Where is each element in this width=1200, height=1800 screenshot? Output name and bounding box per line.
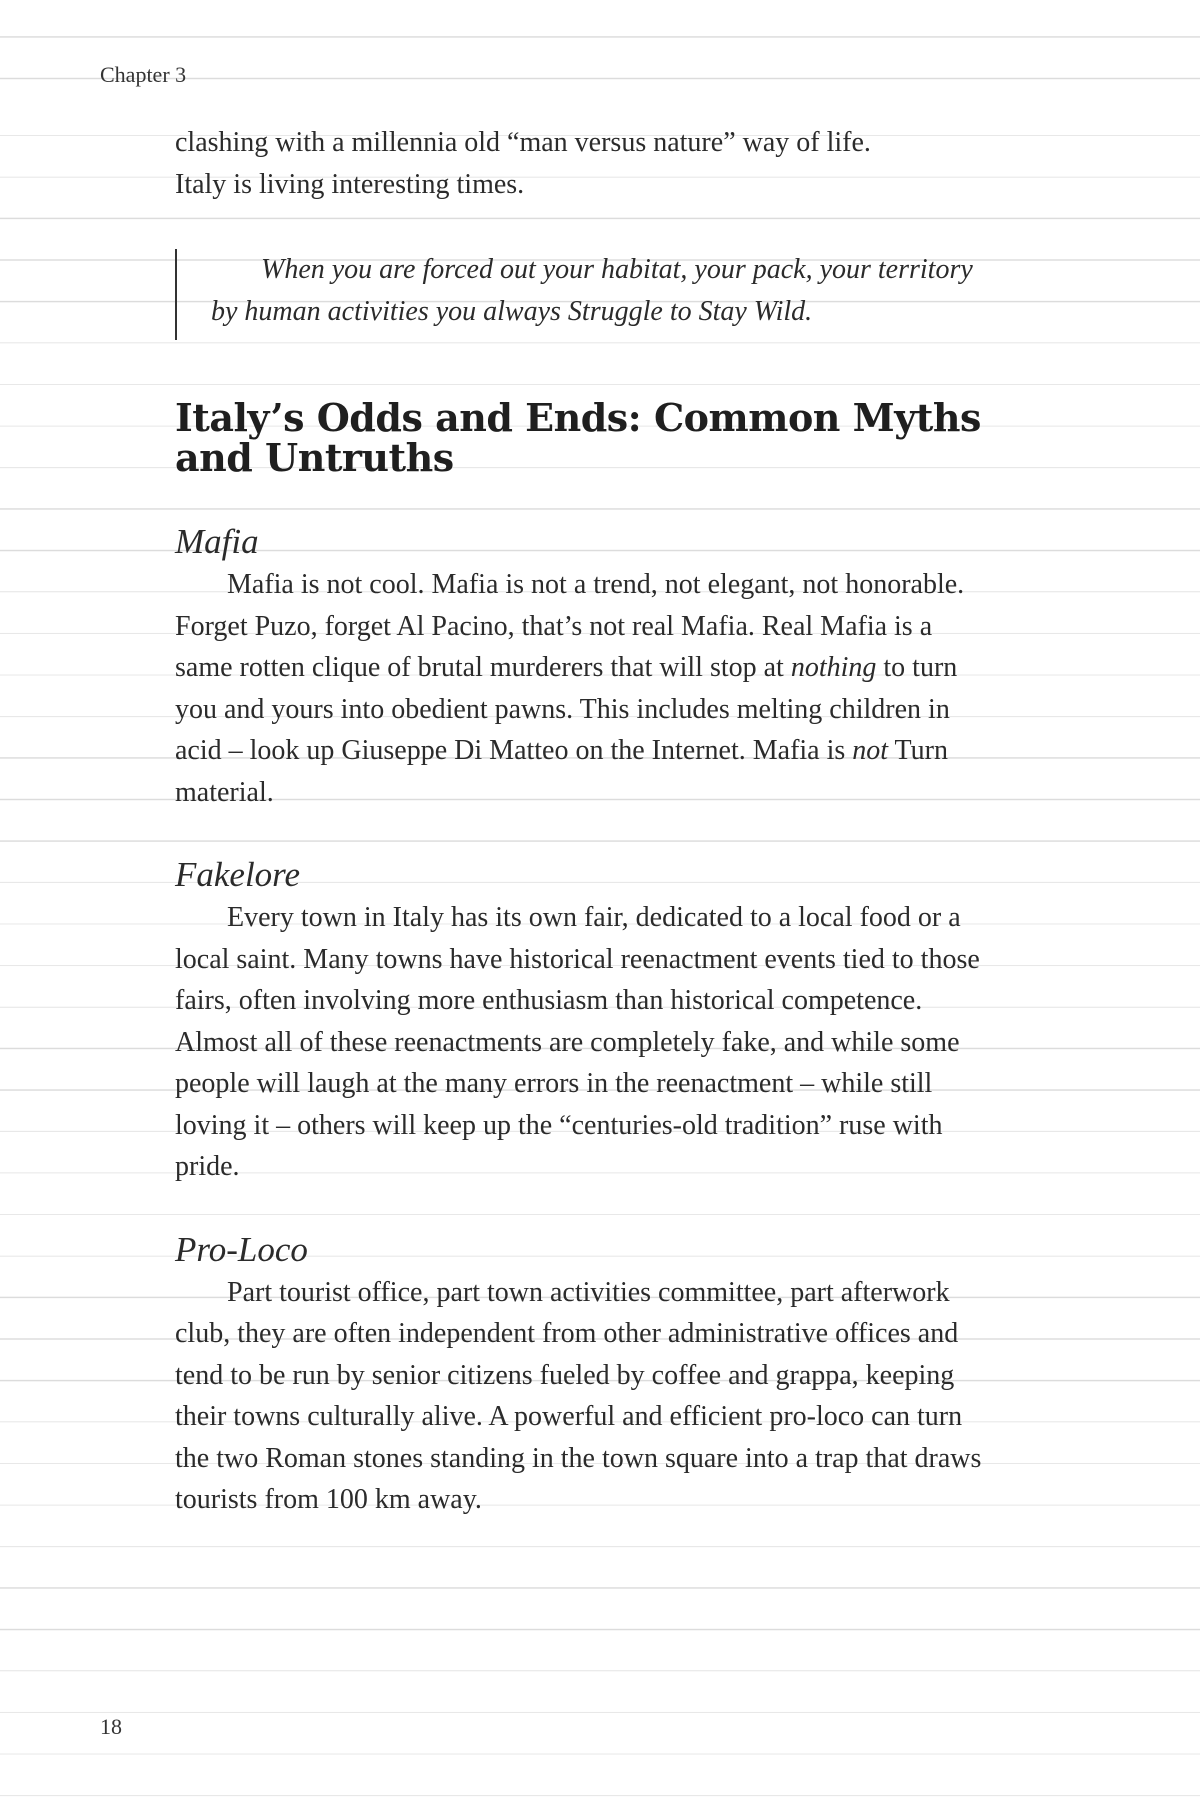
quote-bar (175, 249, 177, 340)
mafia-emphasis-nothing: nothing (790, 652, 877, 683)
section-pro-loco (175, 1228, 985, 1521)
page-number: 18 (100, 1714, 122, 1739)
mafia-text-a: Mafia is not cool. Mafia is not a trend, not elegant, not honorable. Forget Puzo, forget Al Pacino, that’s not real Mafia. Real Mafia is a same rotten clique of brutal murderers that will stop at (175, 569, 965, 683)
page-content (175, 122, 985, 1521)
intro-line-1: clashing with a millennia old “man versus nature” way of life. (175, 127, 871, 158)
paragraph-mafia (175, 564, 985, 813)
intro-line-2: Italy is living interesting times. (175, 168, 525, 200)
block-quote (175, 249, 985, 332)
running-header: Chapter 3 (100, 62, 187, 87)
intro-paragraph (175, 122, 985, 205)
quote-text: When you are forced out your habitat, your pack, your territory by human activities you always Struggle to Stay Wild. (211, 254, 973, 327)
section-mafia (175, 520, 985, 813)
subheading-mafia: Mafia (175, 522, 259, 561)
subheading-pro-loco: Pro-Loco (175, 1229, 308, 1269)
paragraph-pro-loco: Part tourist office, part town activities committee, part afterwork club, they are often independent from other administrative offices and tend to be run by senior citizens fueled by coffee and grappa, keeping their towns culturally alive. A powerful and efficient pro-loco can turn the two Roman stones standing in the town square into a trap that draws tourists from 100 km away. (175, 1276, 982, 1515)
mafia-emphasis-not: not (852, 735, 889, 766)
section-heading: Italy’s Odds and Ends: Common Myths and Untruths (175, 395, 981, 480)
subheading-fakelore: Fakelore (175, 855, 301, 894)
mafia-text-c: Turn material. (175, 735, 948, 808)
paragraph-fakelore: Every town in Italy has its own fair, dedicated to a local food or a local saint. Many towns have historical reenactment events tied to those fairs, often involving more enthusiasm than historical competence. Almost all of these reenactments are completely fake, and while some people will laugh at the many errors in the reenactment – while still loving it – others will keep up the “centuries-old tradition” ruse with pride. (175, 902, 980, 1182)
section-fakelore (175, 853, 985, 1188)
mafia-text-b: to turn you and yours into obedient pawns. This includes melting children in acid – look up Giuseppe Di Matteo on the Internet. Mafia is (175, 652, 958, 766)
